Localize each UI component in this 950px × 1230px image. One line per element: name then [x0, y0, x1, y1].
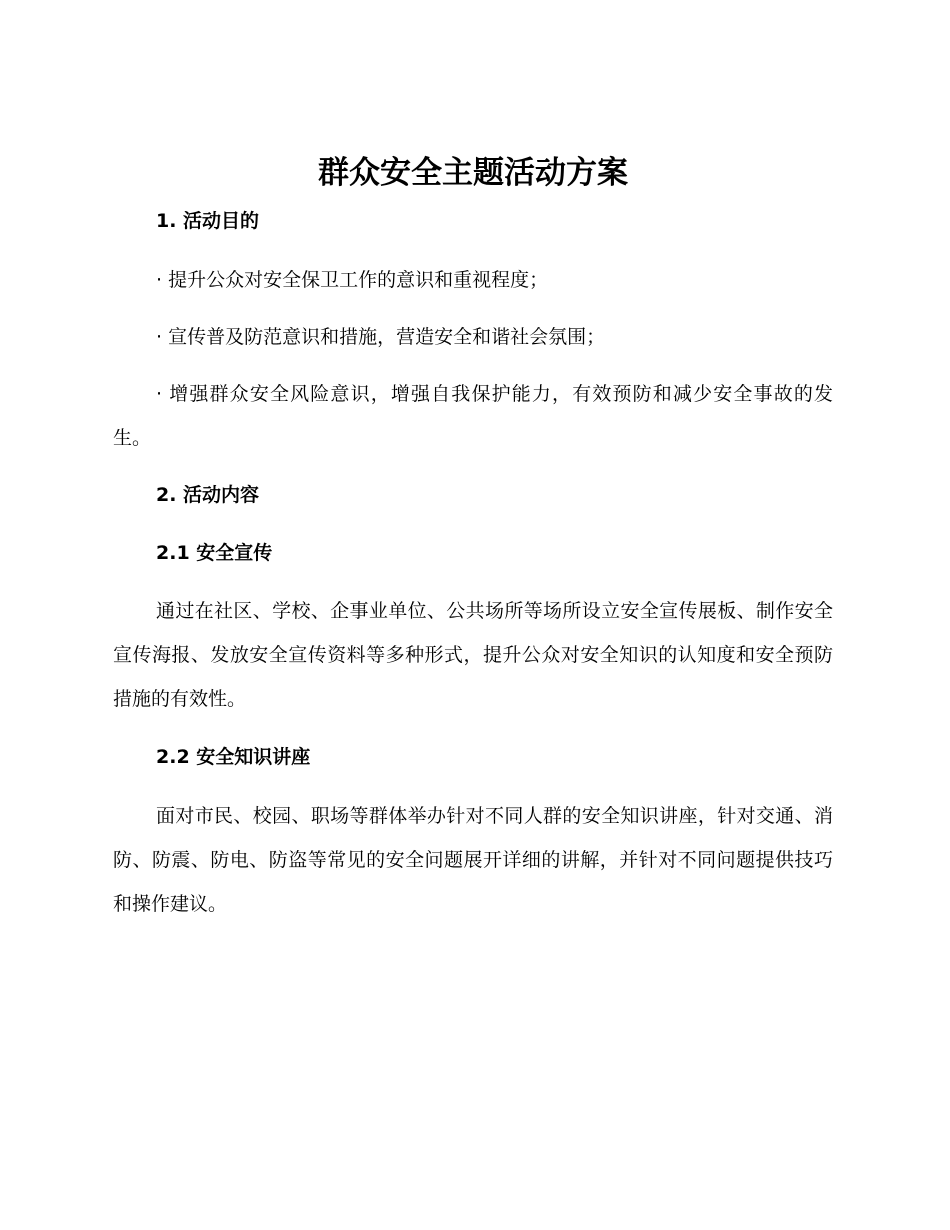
section-2-2-heading: 2.2 安全知识讲座 [156, 746, 311, 768]
section-2-1-body: 通过在社区、学校、企事业单位、公共场所等场所设立安全宣传展板、制作安全宣传海报、发放安全宣传资料等多种形式，提升公众对安全知识的认知度和安全预防措施的有效性。 [113, 600, 833, 710]
section-1-bullet-3: · 增强群众安全风险意识，增强自我保护能力，有效预防和减少安全事故的发生。 [113, 383, 833, 449]
section-2-1-heading: 2.1 安全宣传 [156, 542, 273, 564]
document-title: 群众安全主题活动方案 [318, 155, 628, 191]
section-2-heading: 2. 活动内容 [156, 484, 260, 506]
section-1-bullet-1: · 提升公众对安全保卫工作的意识和重视程度； [156, 269, 549, 291]
section-2-2-body: 面对市民、校园、职场等群体举办针对不同人群的安全知识讲座，针对交通、消防、防震、防电、防盗等常见的安全问题展开详细的讲解，并针对不同问题提供技巧和操作建议。 [113, 805, 833, 915]
section-1-heading: 1. 活动目的 [156, 210, 260, 232]
section-1-bullet-2: · 宣传普及防范意识和措施，营造安全和谐社会氛围； [156, 326, 606, 348]
